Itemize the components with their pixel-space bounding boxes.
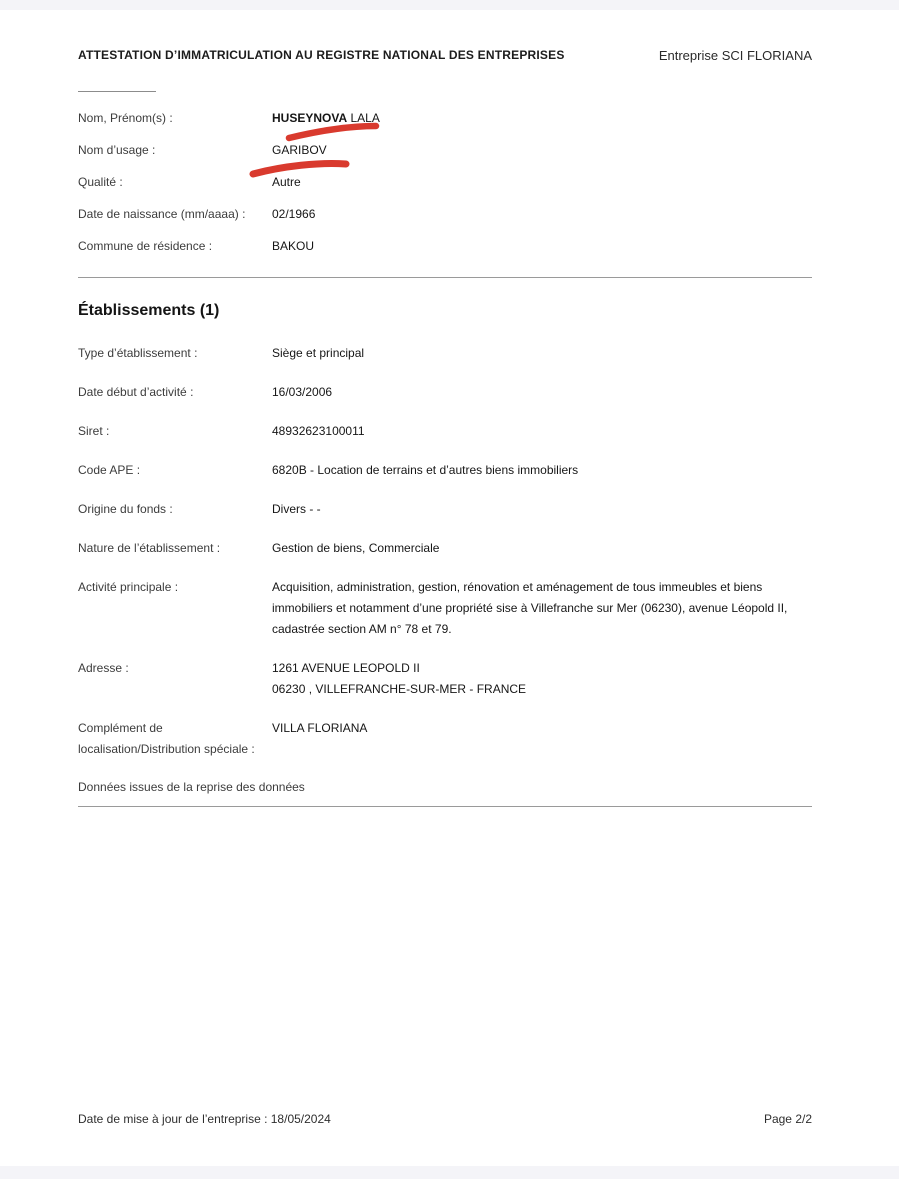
- surname-bold: HUSEYNOVA: [272, 111, 348, 125]
- complement-label-line-2: localisation/Distribution spéciale :: [78, 742, 255, 756]
- field-label: Date de naissance (mm/aaaa) :: [78, 207, 246, 221]
- field-row-activite-principale: [78, 577, 812, 640]
- firstname: LALA: [350, 111, 380, 125]
- field-row-siret: [78, 421, 812, 442]
- field-value: Autre: [272, 175, 301, 189]
- field-row-commune-residence: [78, 237, 812, 256]
- field-row-origine-fonds: [78, 499, 812, 520]
- field-value: 02/1966: [272, 207, 316, 221]
- company-name: Entreprise SCI FLORIANA: [658, 48, 812, 63]
- footer-page-number: Page 2/2: [763, 1112, 812, 1126]
- field-value: Acquisition, administration, gestion, rénovation et aménagement de tous immeubles et biens immobiliers et notamment d’une propriété sise à Villefranche sur Mer (06230), avenue Léopold II, cadastrée section AM n° 78 et 79.: [272, 580, 788, 636]
- document-footer: [78, 1112, 812, 1126]
- field-value: VILLA FLORIANA: [272, 721, 368, 735]
- footer-update-date: Date de mise à jour de l’entreprise : 18/05/2024: [78, 1112, 331, 1126]
- field-row-date-debut: [78, 382, 812, 403]
- field-label: Code APE :: [78, 463, 141, 477]
- field-row-code-ape: [78, 460, 812, 481]
- field-label: Adresse :: [78, 661, 129, 675]
- address-line-2: 06230 , VILLEFRANCHE-SUR-MER - FRANCE: [272, 682, 527, 696]
- attestation-page: [78, 0, 812, 807]
- field-value: 6820B - Location de terrains et d’autres biens immobiliers: [272, 463, 579, 477]
- field-row-complement-localisation: [78, 718, 812, 760]
- field-label: Activité principale :: [78, 580, 179, 594]
- field-row-type-etablissement: [78, 343, 812, 364]
- field-label: Siret :: [78, 424, 110, 438]
- field-label: Nom d’usage :: [78, 143, 156, 157]
- field-value: 48932623100011: [272, 424, 365, 438]
- field-value: GARIBOV: [272, 143, 327, 157]
- field-value: [272, 658, 812, 700]
- address-line-1: 1261 AVENUE LEOPOLD II: [272, 661, 420, 675]
- field-row-nom-prenoms: [78, 109, 812, 128]
- field-label: Nom, Prénom(s) :: [78, 111, 173, 125]
- field-label: [78, 718, 272, 760]
- viewer-edge-bottom: [0, 1166, 899, 1179]
- field-label: Origine du fonds :: [78, 502, 173, 516]
- field-value: Gestion de biens, Commerciale: [272, 541, 440, 555]
- document-title: ATTESTATION D’IMMATRICULATION AU REGISTRE NATIONAL DES ENTREPRISES: [78, 48, 565, 62]
- establishments-heading: Établissements (1): [78, 302, 220, 319]
- field-row-nom-usage: [78, 141, 812, 160]
- complement-label-line-1: Complément de: [78, 721, 163, 735]
- field-row-qualite: [78, 173, 812, 192]
- document-header: [78, 48, 812, 63]
- field-label: Nature de l’établissement :: [78, 541, 221, 555]
- field-label: Type d’établissement :: [78, 346, 198, 360]
- section-divider: [78, 277, 812, 278]
- header-short-rule: [78, 91, 156, 92]
- field-label: Commune de résidence :: [78, 239, 213, 253]
- field-value: [272, 109, 812, 128]
- field-row-adresse: [78, 658, 812, 700]
- person-section: [78, 109, 812, 256]
- field-value: Divers - -: [272, 502, 321, 516]
- field-row-nature-etablissement: [78, 538, 812, 559]
- field-value: 16/03/2006: [272, 385, 333, 399]
- field-value: BAKOU: [272, 239, 315, 253]
- establishments-section: [78, 343, 812, 760]
- data-migration-note: Données issues de la reprise des données: [78, 780, 305, 794]
- field-value: Siège et principal: [272, 346, 365, 360]
- bottom-divider: [78, 806, 812, 807]
- field-label: Date début d’activité :: [78, 385, 194, 399]
- field-label: Qualité :: [78, 175, 123, 189]
- field-row-date-naissance: [78, 205, 812, 224]
